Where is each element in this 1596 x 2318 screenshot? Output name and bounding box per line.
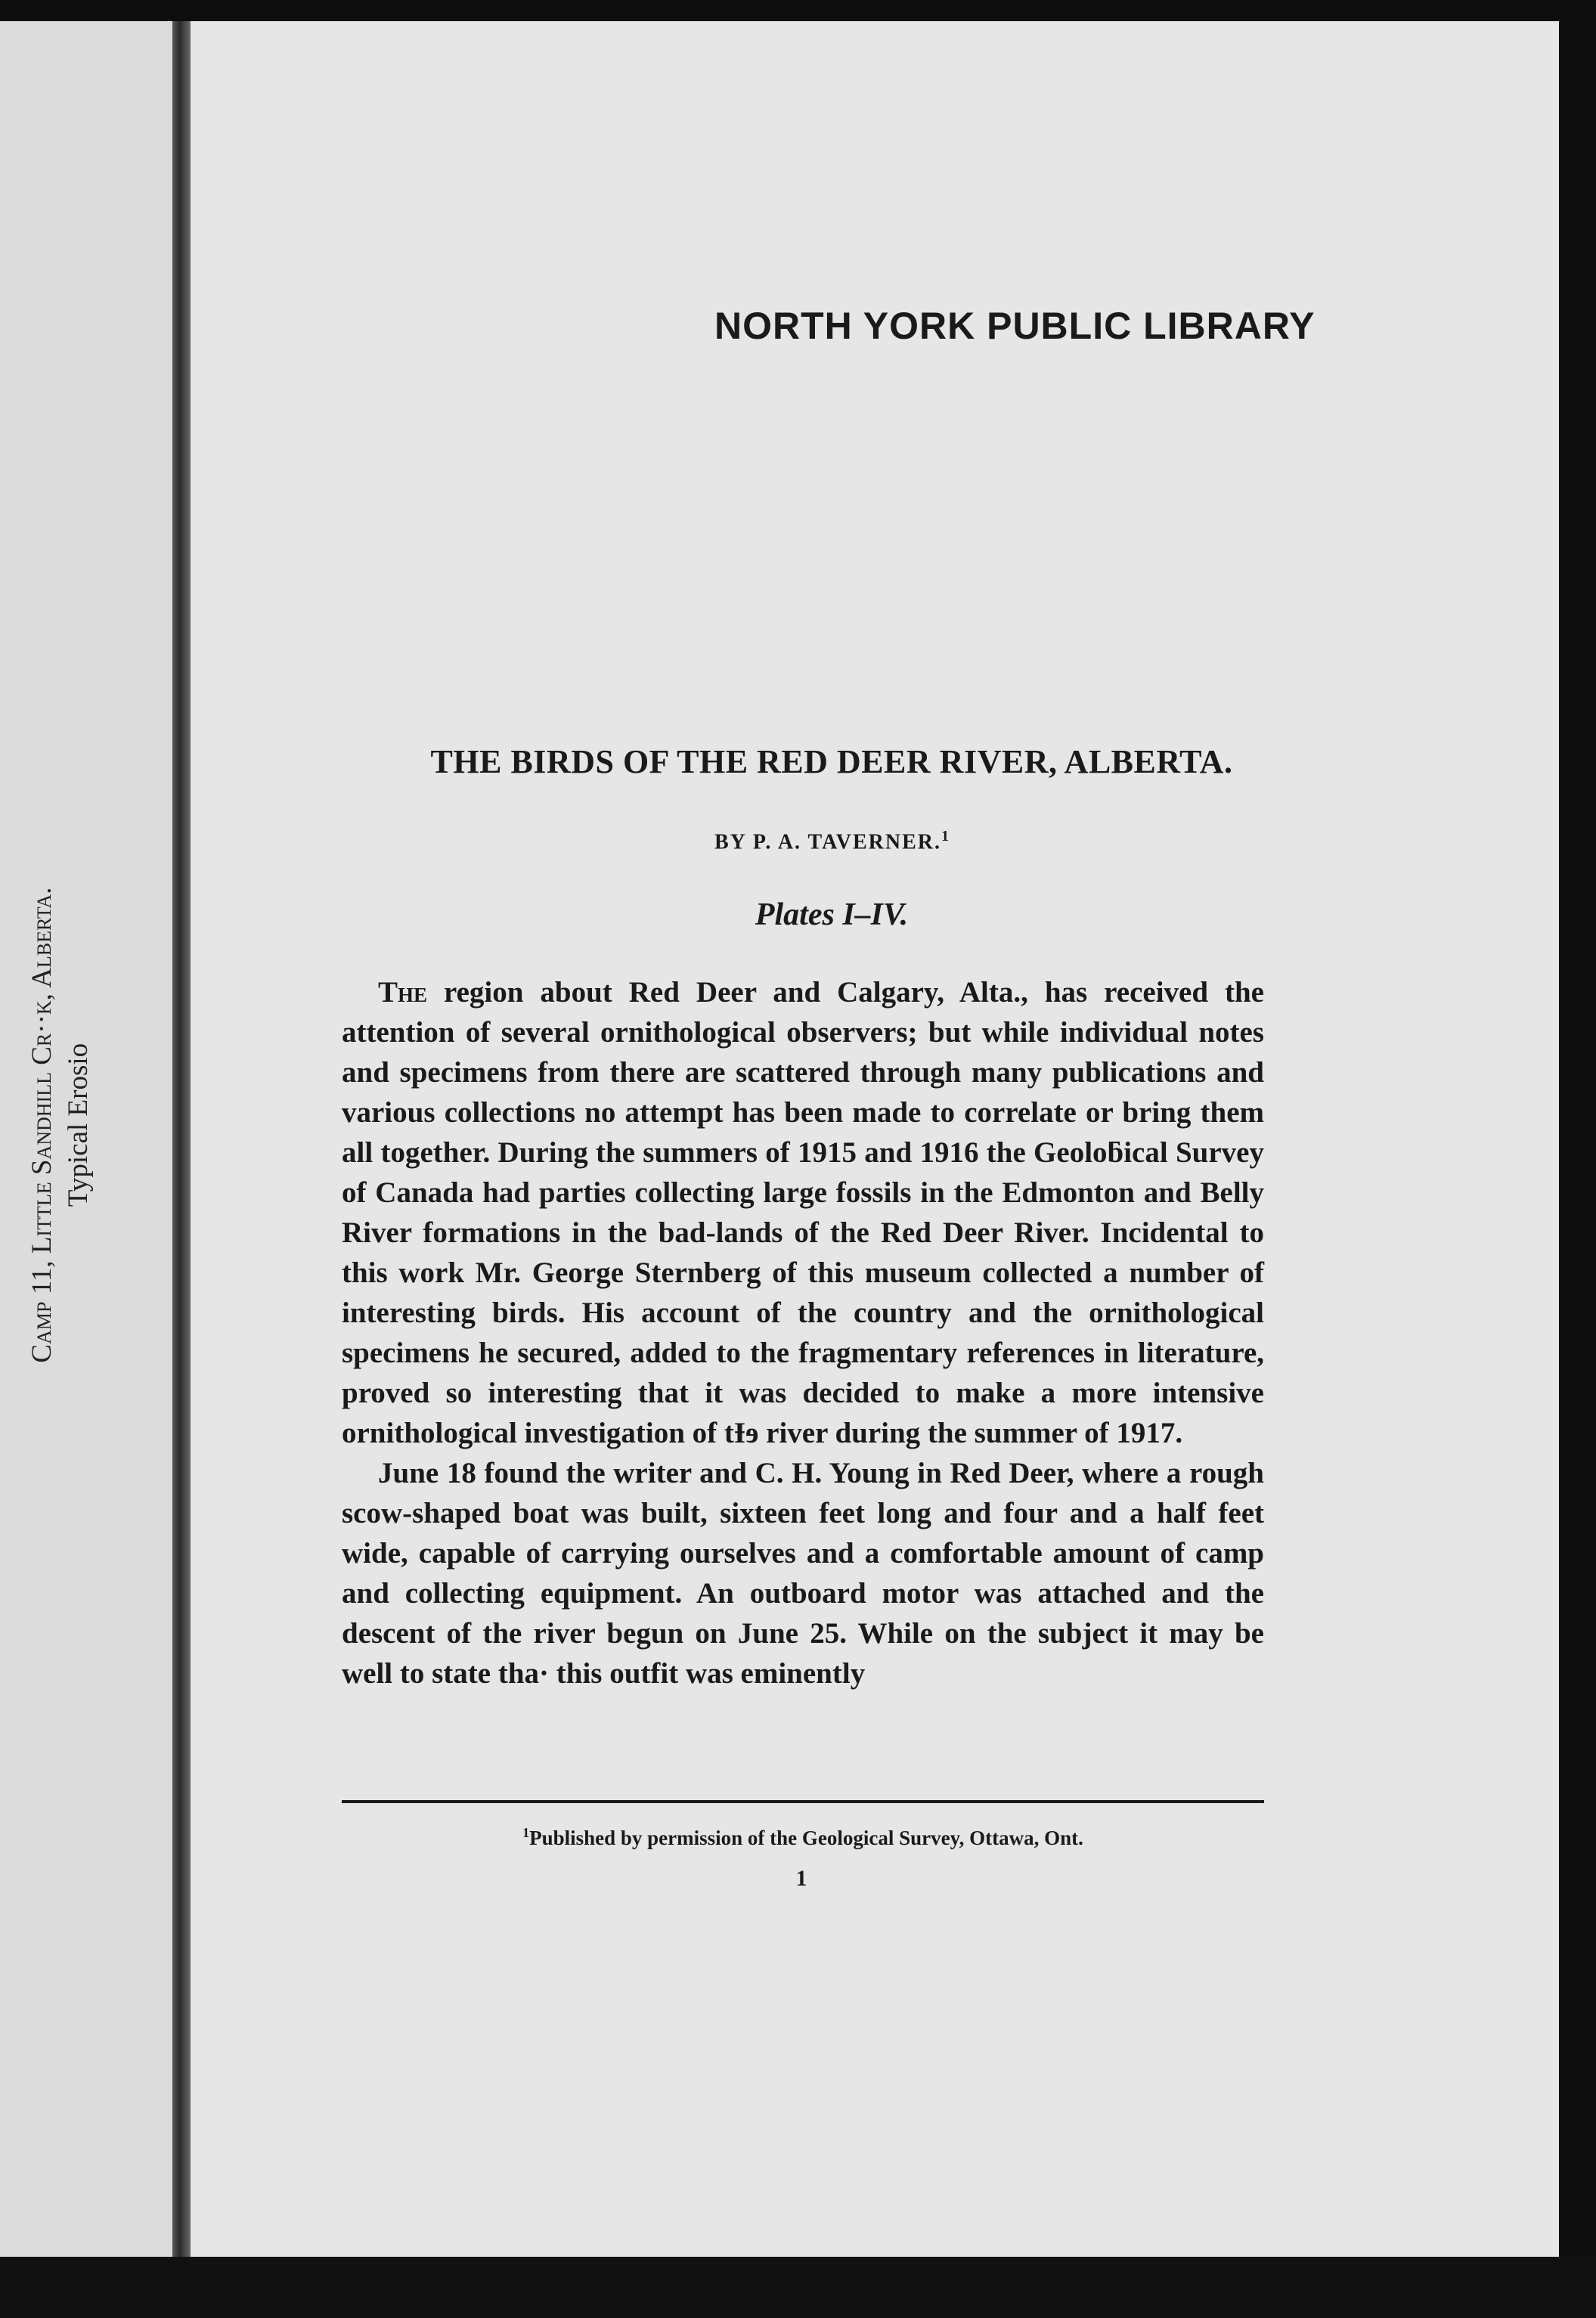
- book-spine: [172, 21, 191, 2257]
- library-stamp: NORTH YORK PUBLIC LIBRARY: [714, 305, 1316, 347]
- paragraph-2: June 18 found the writer and C. H. Young in Red Deer, where a rough scow-shaped boat was built, sixteen feet long and four and a half feet wide, capable of carrying ourselves and a comfortable amount of camp and collecting equipment. An outboard motor was attached and the descent of the river begun on June 25. While on the subject it may be well to state tha· this outfit was eminently: [342, 1457, 1264, 1690]
- plate-caption-line1: Camp 11, Little Sandhill Cr··k, Alberta.: [26, 887, 57, 1363]
- scan-border-bottom: [0, 2257, 1596, 2318]
- footnote-rule: [342, 1800, 1264, 1803]
- paragraph-1-text: region about Red Deer and Calgary, Alta., has received the attention of several ornithological observers; but while individual notes and specimens from there are scattered through many publications and various collections no attempt has been made to correlate or bring them all together. During the summers of 1915 and 1916 the Geoloƃical Survey of Canada had parties collecting large fossils in the Edmonton and Belly River formations in the bad-lands of the Red Deer River. Incidental to this work Mr. George Sternberg of this museum collected a number of interesting birds. His account of the country and the ornithological specimens he secured, added to the fragmentary references in literature, proved so interesting that it was decided to make a more intensive ornithological investigation of tƗɘ river during the summer of 1917.: [342, 976, 1264, 1449]
- byline-text: BY P. A. TAVERNER.: [714, 830, 941, 854]
- article-body: [342, 972, 1264, 1694]
- page-number: 1: [795, 1866, 807, 1891]
- article-title: THE BIRDS OF THE RED DEER RIVER, ALBERTA.: [430, 743, 1233, 780]
- byline-footnote-marker: 1: [941, 828, 949, 844]
- footnote-marker: 1: [522, 1825, 530, 1840]
- plates-reference: Plates I–IV.: [755, 897, 909, 932]
- plate-caption-line2: Typical Erosio: [63, 1043, 94, 1207]
- plate-caption: [24, 838, 97, 1412]
- scan-border-top: [0, 0, 1596, 21]
- facing-plate-page: [0, 21, 180, 2257]
- footnote-text: Published by permission of the Geological Survey, Ottawa, Ont.: [529, 1827, 1083, 1849]
- footnote: [342, 1825, 1264, 1850]
- paragraph-1: [342, 972, 1264, 1453]
- paragraph-1-lead: The: [378, 976, 428, 1009]
- scan-border-right: [1559, 0, 1596, 2318]
- article-byline: [333, 828, 1331, 854]
